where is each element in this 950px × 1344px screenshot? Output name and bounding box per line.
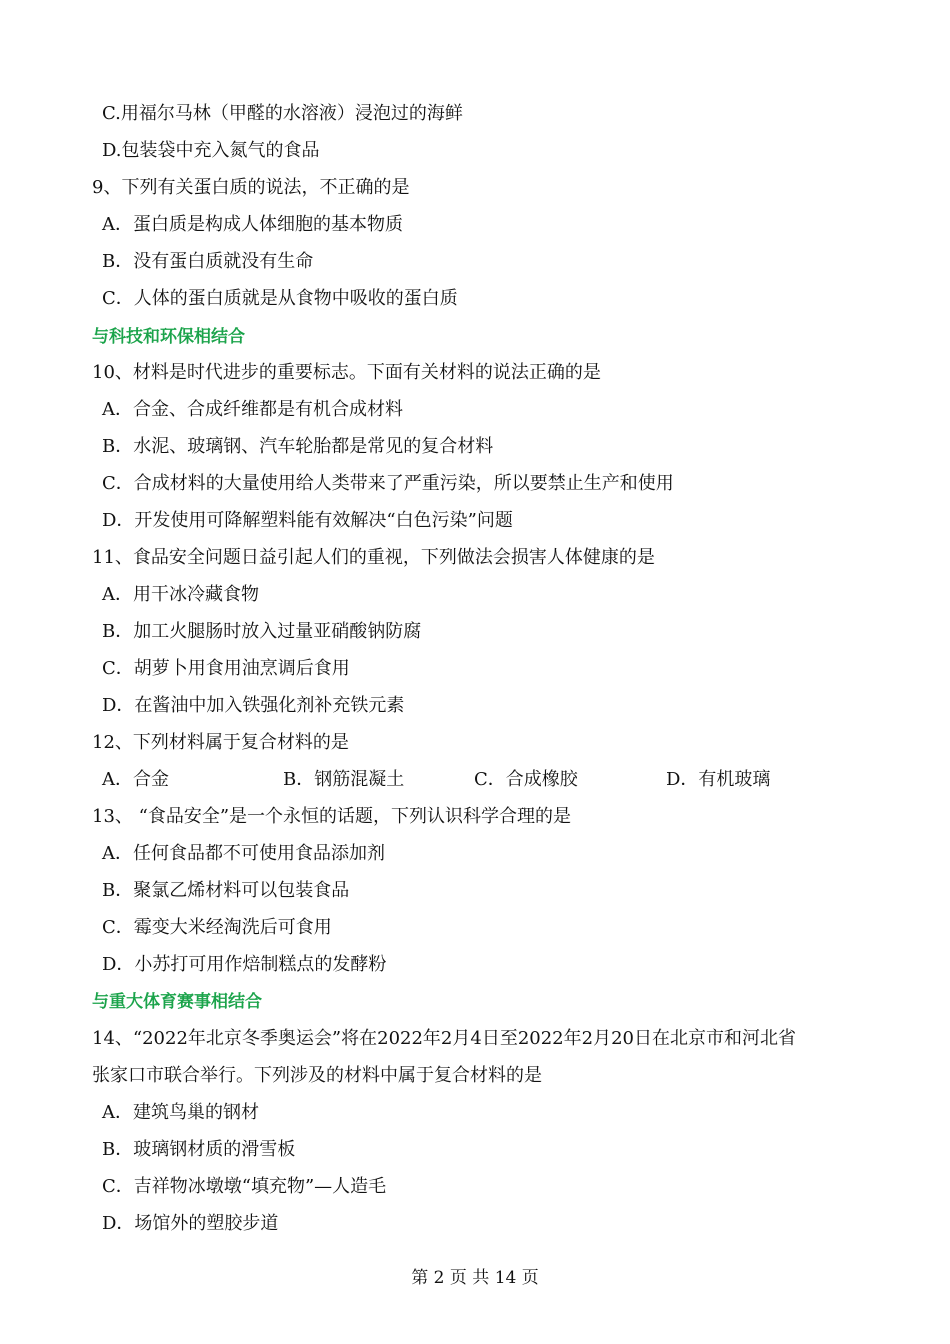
section-heading-sports: 与重大体育赛事相结合	[92, 992, 262, 1012]
q8-option-d: D.包装袋中充入氮气的食品	[102, 140, 320, 161]
question-14: 14、“2022年北京冬季奥运会”将在2022年2月4日至2022年2月20日在北京市和河北省	[92, 1028, 796, 1049]
question-11: 11、食品安全问题日益引起人们的重视，下列做法会损害人体健康的是	[92, 547, 655, 568]
q13-option-d: D．小苏打可用作焙制糕点的发酵粉	[102, 954, 387, 975]
q12-option-b: B．钢筋混凝土	[283, 769, 405, 790]
q12-option-c: C．合成橡胶	[474, 769, 578, 790]
q11-option-b: B．加工火腿肠时放入过量亚硝酸钠防腐	[102, 621, 422, 642]
q9-option-c: C．人体的蛋白质就是从食物中吸收的蛋白质	[102, 288, 458, 309]
q11-option-a: A．用干冰冷藏食物	[102, 584, 259, 605]
question-13: 13、 “食品安全”是一个永恒的话题，下列认识科学合理的是	[92, 806, 572, 827]
q10-option-c: C．合成材料的大量使用给人类带来了严重污染，所以要禁止生产和使用	[102, 473, 674, 494]
q10-option-d: D．开发使用可降解塑料能有效解决“白色污染”问题	[102, 510, 513, 531]
q11-option-d: D．在酱油中加入铁强化剂补充铁元素	[102, 695, 405, 716]
q13-option-b: B．聚氯乙烯材料可以包装食品	[102, 880, 350, 901]
section-heading-tech-env: 与科技和环保相结合	[92, 327, 245, 347]
q8-option-c: C.用福尔马林（甲醛的水溶液）浸泡过的海鲜	[102, 103, 463, 124]
q14-option-c: C．吉祥物冰墩墩“填充物”—人造毛	[102, 1176, 387, 1197]
q14-option-b: B．玻璃钢材质的滑雪板	[102, 1139, 296, 1160]
q12-option-d: D．有机玻璃	[666, 769, 771, 790]
q11-option-c: C．胡萝卜用食用油烹调后食用	[102, 658, 350, 679]
q9-option-a: A．蛋白质是构成人体细胞的基本物质	[102, 214, 403, 235]
question-9: 9、下列有关蛋白质的说法，不正确的是	[92, 177, 410, 198]
question-14-continuation: 张家口市联合举行。下列涉及的材料中属于复合材料的是	[92, 1065, 542, 1086]
q14-option-d: D．场馆外的塑胶步道	[102, 1213, 279, 1234]
q12-option-a: A．合金	[102, 769, 169, 790]
q10-option-b: B．水泥、玻璃钢、汽车轮胎都是常见的复合材料	[102, 436, 494, 457]
q14-option-a: A．建筑鸟巢的钢材	[102, 1102, 259, 1123]
q10-option-a: A．合金、合成纤维都是有机合成材料	[102, 399, 403, 420]
question-10: 10、材料是时代进步的重要标志。下面有关材料的说法正确的是	[92, 362, 601, 383]
question-12: 12、下列材料属于复合材料的是	[92, 732, 349, 753]
q9-option-b: B．没有蛋白质就没有生命	[102, 251, 314, 272]
q13-option-c: C．霉变大米经淘洗后可食用	[102, 917, 332, 938]
q13-option-a: A．任何食品都不可使用食品添加剂	[102, 843, 385, 864]
page-footer: 第 2 页 共 14 页	[411, 1268, 539, 1288]
